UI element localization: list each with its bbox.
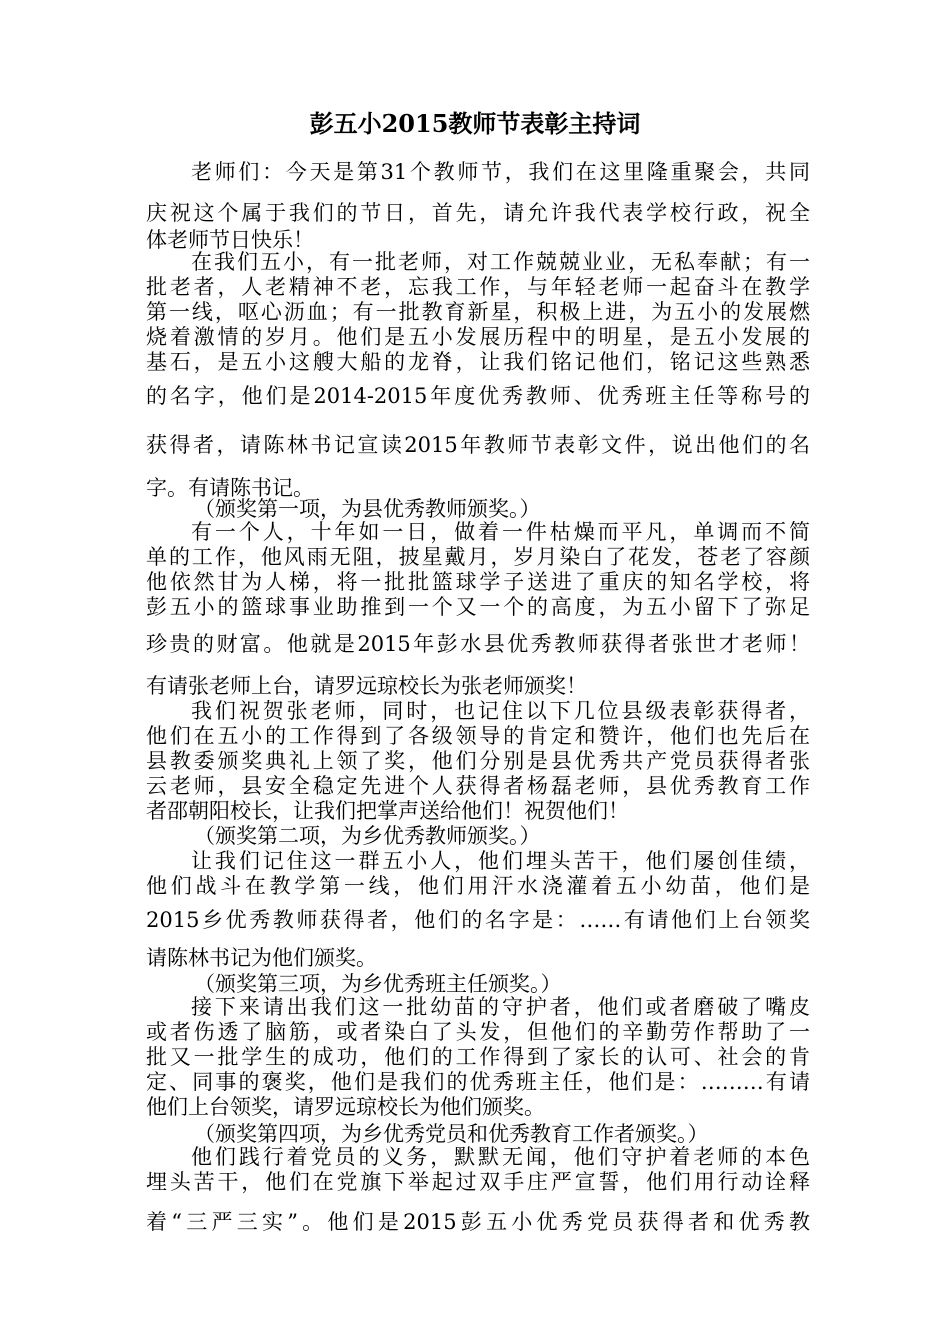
- paragraph-line: 有请张老师上台，请罗远琼校长为张老师颁奖！: [146, 674, 587, 698]
- paragraph-line: 批又一批学生的成功，他们的工作得到了家长的认可、社会的肯: [146, 1045, 810, 1069]
- paragraph-line: 他们上台领奖，请罗远琼校长为他们颁奖。: [146, 1095, 545, 1119]
- paragraph-line: 基石，是五小这艘大船的龙脊，让我们铭记他们，铭记这些熟悉: [146, 350, 810, 374]
- paragraph-line: 他依然甘为人梯，将一批批篮球学子送进了重庆的知名学校，将: [146, 570, 810, 594]
- paragraph-line: 他们践行着党员的义务，默默无闻，他们守护着老师的本色: [191, 1145, 810, 1169]
- paragraph-line: 者邵朝阳校长，让我们把掌声送给他们！祝贺他们！: [146, 799, 629, 823]
- paragraph-line: 埋头苦干，他们在党旗下举起过双手庄严宣誓，他们用行动诠释: [146, 1170, 810, 1194]
- document-title: 彭五小2015教师节表彰主持词: [309, 109, 641, 138]
- paragraph-line: 我们祝贺张老师，同时，也记住以下几位县级表彰获得者，: [191, 699, 810, 723]
- paragraph-line: （颁奖第四项，为乡优秀党员和优秀教育工作者颁奖。）: [194, 1122, 709, 1146]
- paragraph-line: 批老者，人老精神不老，忘我工作，与年轻老师一起奋斗在教学: [146, 275, 810, 299]
- paragraph-line: 庆祝这个属于我们的节日，首先，请允许我代表学校行政，祝全: [146, 201, 810, 225]
- paragraph-line: 他们在五小的工作得到了各级领导的肯定和赞许，他们也先后在: [146, 724, 810, 748]
- paragraph-line: 字。有请陈书记。: [146, 476, 314, 500]
- paragraph-line: （颁奖第二项，为乡优秀教师颁奖。）: [194, 824, 541, 848]
- paragraph-line: 定、同事的褒奖，他们是我们的优秀班主任，他们是：………有请: [146, 1070, 810, 1094]
- paragraph-line: 的名字，他们是2014-2015年度优秀教师、优秀班主任等称号的: [146, 384, 810, 408]
- paragraph-line: 单的工作，他风雨无阻，披星戴月，岁月染白了花发，苍老了容颜: [146, 545, 810, 569]
- paragraph-line: 2015乡优秀教师获得者，他们的名字是：……有请他们上台领奖: [146, 908, 810, 932]
- paragraph-line: 烧着激情的岁月。他们是五小发展历程中的明星，是五小发展的: [146, 325, 810, 349]
- paragraph-line: 体老师节日快乐！: [146, 228, 314, 252]
- paragraph-line: 有一个人，十年如一日，做着一件枯燥而平凡，单调而不简: [191, 520, 810, 544]
- paragraph-line: 在我们五小，有一批老师，对工作兢兢业业，无私奉献；有一: [191, 250, 810, 274]
- paragraph-line: 着“三严三实”。他们是2015彭五小优秀党员获得者和优秀教: [146, 1210, 810, 1234]
- paragraph-line: （颁奖第三项，为乡优秀班主任颁奖。）: [194, 972, 562, 996]
- paragraph-line: 第一线，呕心沥血；有一批教育新星，积极上进，为五小的发展燃: [146, 300, 810, 324]
- paragraph-line: 请陈林书记为他们颁奖。: [146, 946, 377, 970]
- paragraph-line: 他们战斗在教学第一线，他们用汗水浇灌着五小幼苗，他们是: [146, 874, 810, 898]
- paragraph-line: 让我们记住这一群五小人，他们埋头苦干，他们屡创佳绩，: [191, 849, 810, 873]
- paragraph-line: 获得者，请陈林书记宣读2015年教师节表彰文件，说出他们的名: [146, 433, 810, 457]
- paragraph-line: 珍贵的财富。他就是2015年彭水县优秀教师获得者张世才老师！: [146, 632, 810, 656]
- paragraph-line: 彭五小的篮球事业助推到一个又一个的高度，为五小留下了弥足: [146, 595, 810, 619]
- paragraph-line: （颁奖第一项，为县优秀教师颁奖。）: [194, 497, 541, 521]
- paragraph-line: 云老师，县安全稳定先进个人获得者杨磊老师，县优秀教育工作: [146, 774, 810, 798]
- paragraph-line: 老师们：今天是第31个教师节，我们在这里隆重聚会，共同: [191, 160, 810, 184]
- paragraph-line: 接下来请出我们这一批幼苗的守护者，他们或者磨破了嘴皮: [191, 995, 810, 1019]
- paragraph-line: 或者伤透了脑筋，或者染白了头发，但他们的辛勤劳作帮助了一: [146, 1020, 810, 1044]
- paragraph-line: 县教委颁奖典礼上领了奖，他们分别是县优秀共产党员获得者张: [146, 749, 810, 773]
